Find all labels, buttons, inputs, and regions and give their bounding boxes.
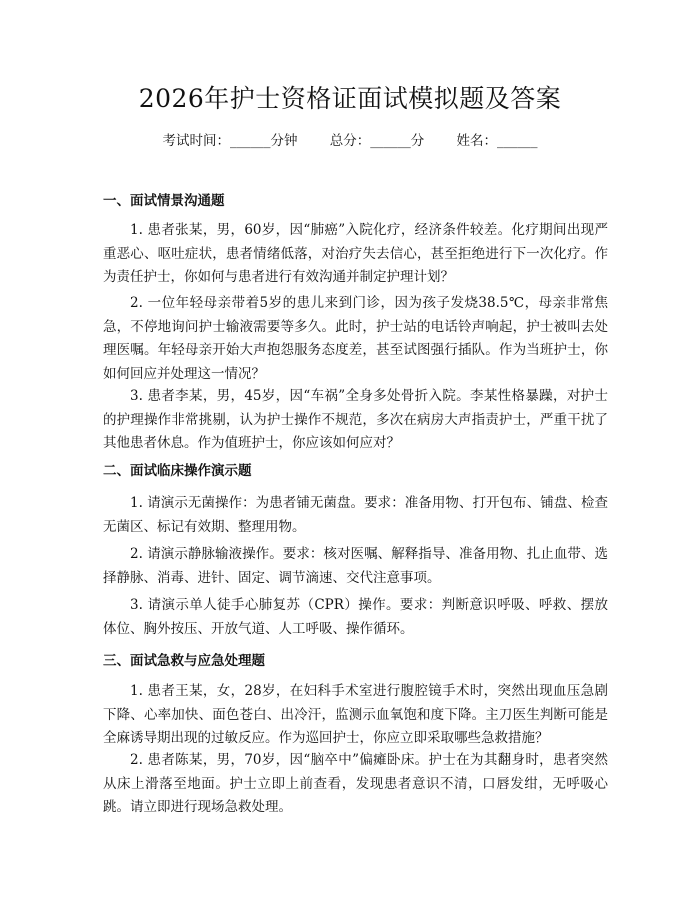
question-item: 3. 请演示单人徒手心肺复苏（CPR）操作。要求：判断意识呼吸、呼救、摆放体位、胸外按压、开放气道、人工呼吸、操作循环。 [103, 597, 608, 637]
question-item: 2. 一位年轻母亲带着5岁的患儿来到门诊，因为孩子发烧38.5℃，母亲非常焦急，不停地询问护士输液需要等多久。此时，护士站的电话铃声响起，护士被叫去处理医嘱。年轻母亲开始大声抱怨服务态度差，甚至试图强行插队。作为当班护士，你如何回应并处理这一情况？ [103, 295, 608, 382]
question-item: 1. 患者王某，女，28岁，在妇科手术室进行腹腔镜手术时，突然出现血压急剧下降、心率加快、面色苍白、出冷汗，监测示血氧饱和度下降。主刀医生判断可能是全麻诱导期出现的过敏反应。作为巡回护士，你应立即采取哪些急救措施？ [103, 683, 608, 746]
question-item: 2. 请演示静脉输液操作。要求：核对医嘱、解释指导、准备用物、扎止血带、选择静脉、消毒、进针、固定、调节滴速、交代注意事项。 [103, 546, 608, 586]
document-title: 2026年护士资格证面试模拟题及答案 [138, 84, 562, 113]
question-item: 3. 患者李某，男，45岁，因“车祸”全身多处骨折入院。李某性格暴躁，对护士的护理操作非常挑剔，认为护士操作不规范，多次在病房大声指责护士，严重干扰了其他患者休息。作为值班护士，你应该如何应对？ [103, 388, 608, 451]
exam-info-line [0, 131, 700, 151]
section-heading-emergency: 三、面试急救与应急处理题 [103, 653, 265, 669]
exam-time-field: 考试时间：______分钟 [162, 133, 298, 149]
question-item: 1. 请演示无菌操作：为患者铺无菌盘。要求：准备用物、打开包布、铺盘、检查无菌区、标记有效期、整理用物。 [103, 495, 608, 535]
question-item: 1. 患者张某，男，60岁，因“肺癌”入院化疗，经济条件较差。化疗期间出现严重恶心、呕吐症状，患者情绪低落，对治疗失去信心，甚至拒绝进行下一次化疗。作为责任护士，你如何与患者进行有效沟通并制定护理计划？ [103, 222, 608, 285]
section-heading-communication: 一、面试情景沟通题 [103, 193, 225, 209]
section-heading-clinical-operation: 二、面试临床操作演示题 [103, 463, 252, 479]
name-field: 姓名：______ [456, 133, 538, 149]
total-score-field: 总分：______分 [329, 133, 425, 149]
question-item: 2. 患者陈某，男，70岁，因“脑卒中”偏瘫卧床。护士在为其翻身时，患者突然从床上滑落至地面。护士立即上前查看，发现患者意识不清，口唇发绀，无呼吸心跳。请立即进行现场急救处理。 [103, 752, 608, 815]
